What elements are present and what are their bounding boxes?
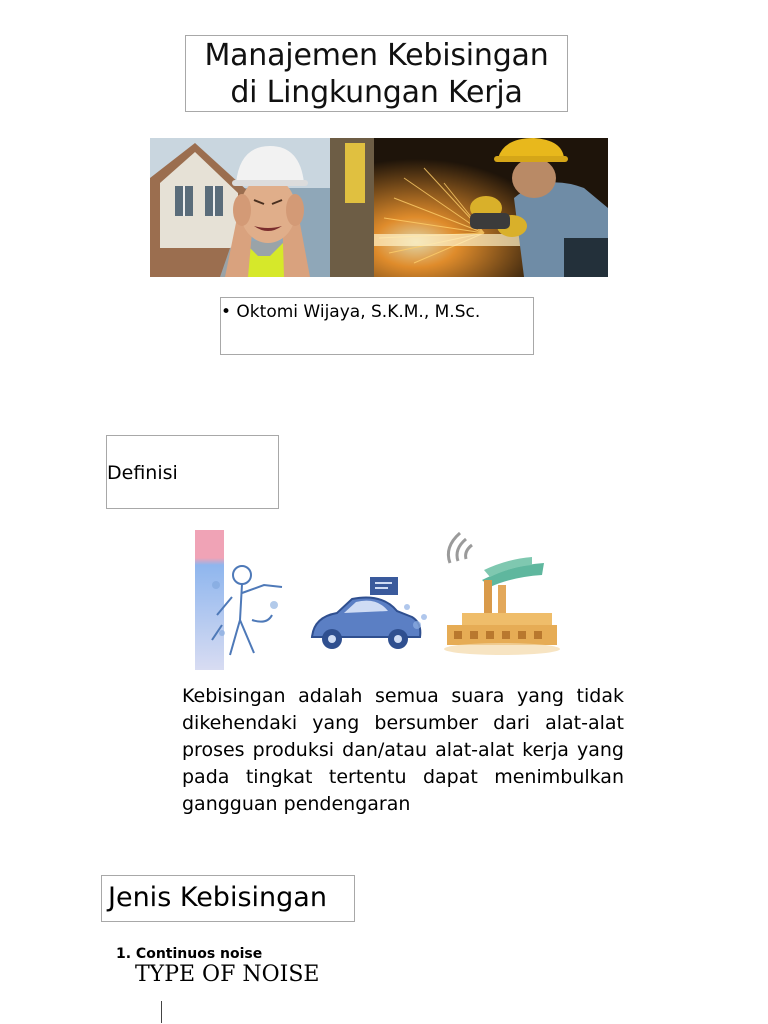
grinding-illustration: [374, 138, 608, 277]
type-of-noise-title: TYPE OF NOISE: [135, 962, 320, 987]
author-box: [220, 297, 534, 355]
section-heading-box-2: [101, 875, 355, 922]
section-heading-definisi: Definisi: [107, 462, 178, 484]
noise-sources-clipart: [192, 525, 568, 675]
text-cursor: [161, 1001, 162, 1023]
photo-grinding-sparks: [374, 138, 608, 277]
worker-ears-illustration: [150, 138, 374, 277]
definition-paragraph: Kebisingan adalah semua suara yang tidak dikehendaki yang bersumber dari alat-alat proses produksi dan/atau alat-alat kerja yang pada tingkat tertentu dapat menimbulkan gangguan pendengaran: [182, 685, 624, 815]
title-box: [185, 35, 568, 112]
section-heading-box: [106, 435, 279, 509]
author-name: • Oktomi Wijaya, S.K.M., M.Sc.: [221, 302, 481, 322]
section-heading-jenis: Jenis Kebisingan: [108, 882, 327, 913]
photo-worker-covering-ears: [150, 138, 374, 277]
title-line-1: Manajemen Kebisingan: [204, 38, 549, 73]
noise-clipart-row: [192, 525, 568, 675]
list-item-continuous-noise: 1. Continuos noise: [116, 946, 263, 962]
title-line-2: di Lingkungan Kerja: [230, 75, 523, 110]
